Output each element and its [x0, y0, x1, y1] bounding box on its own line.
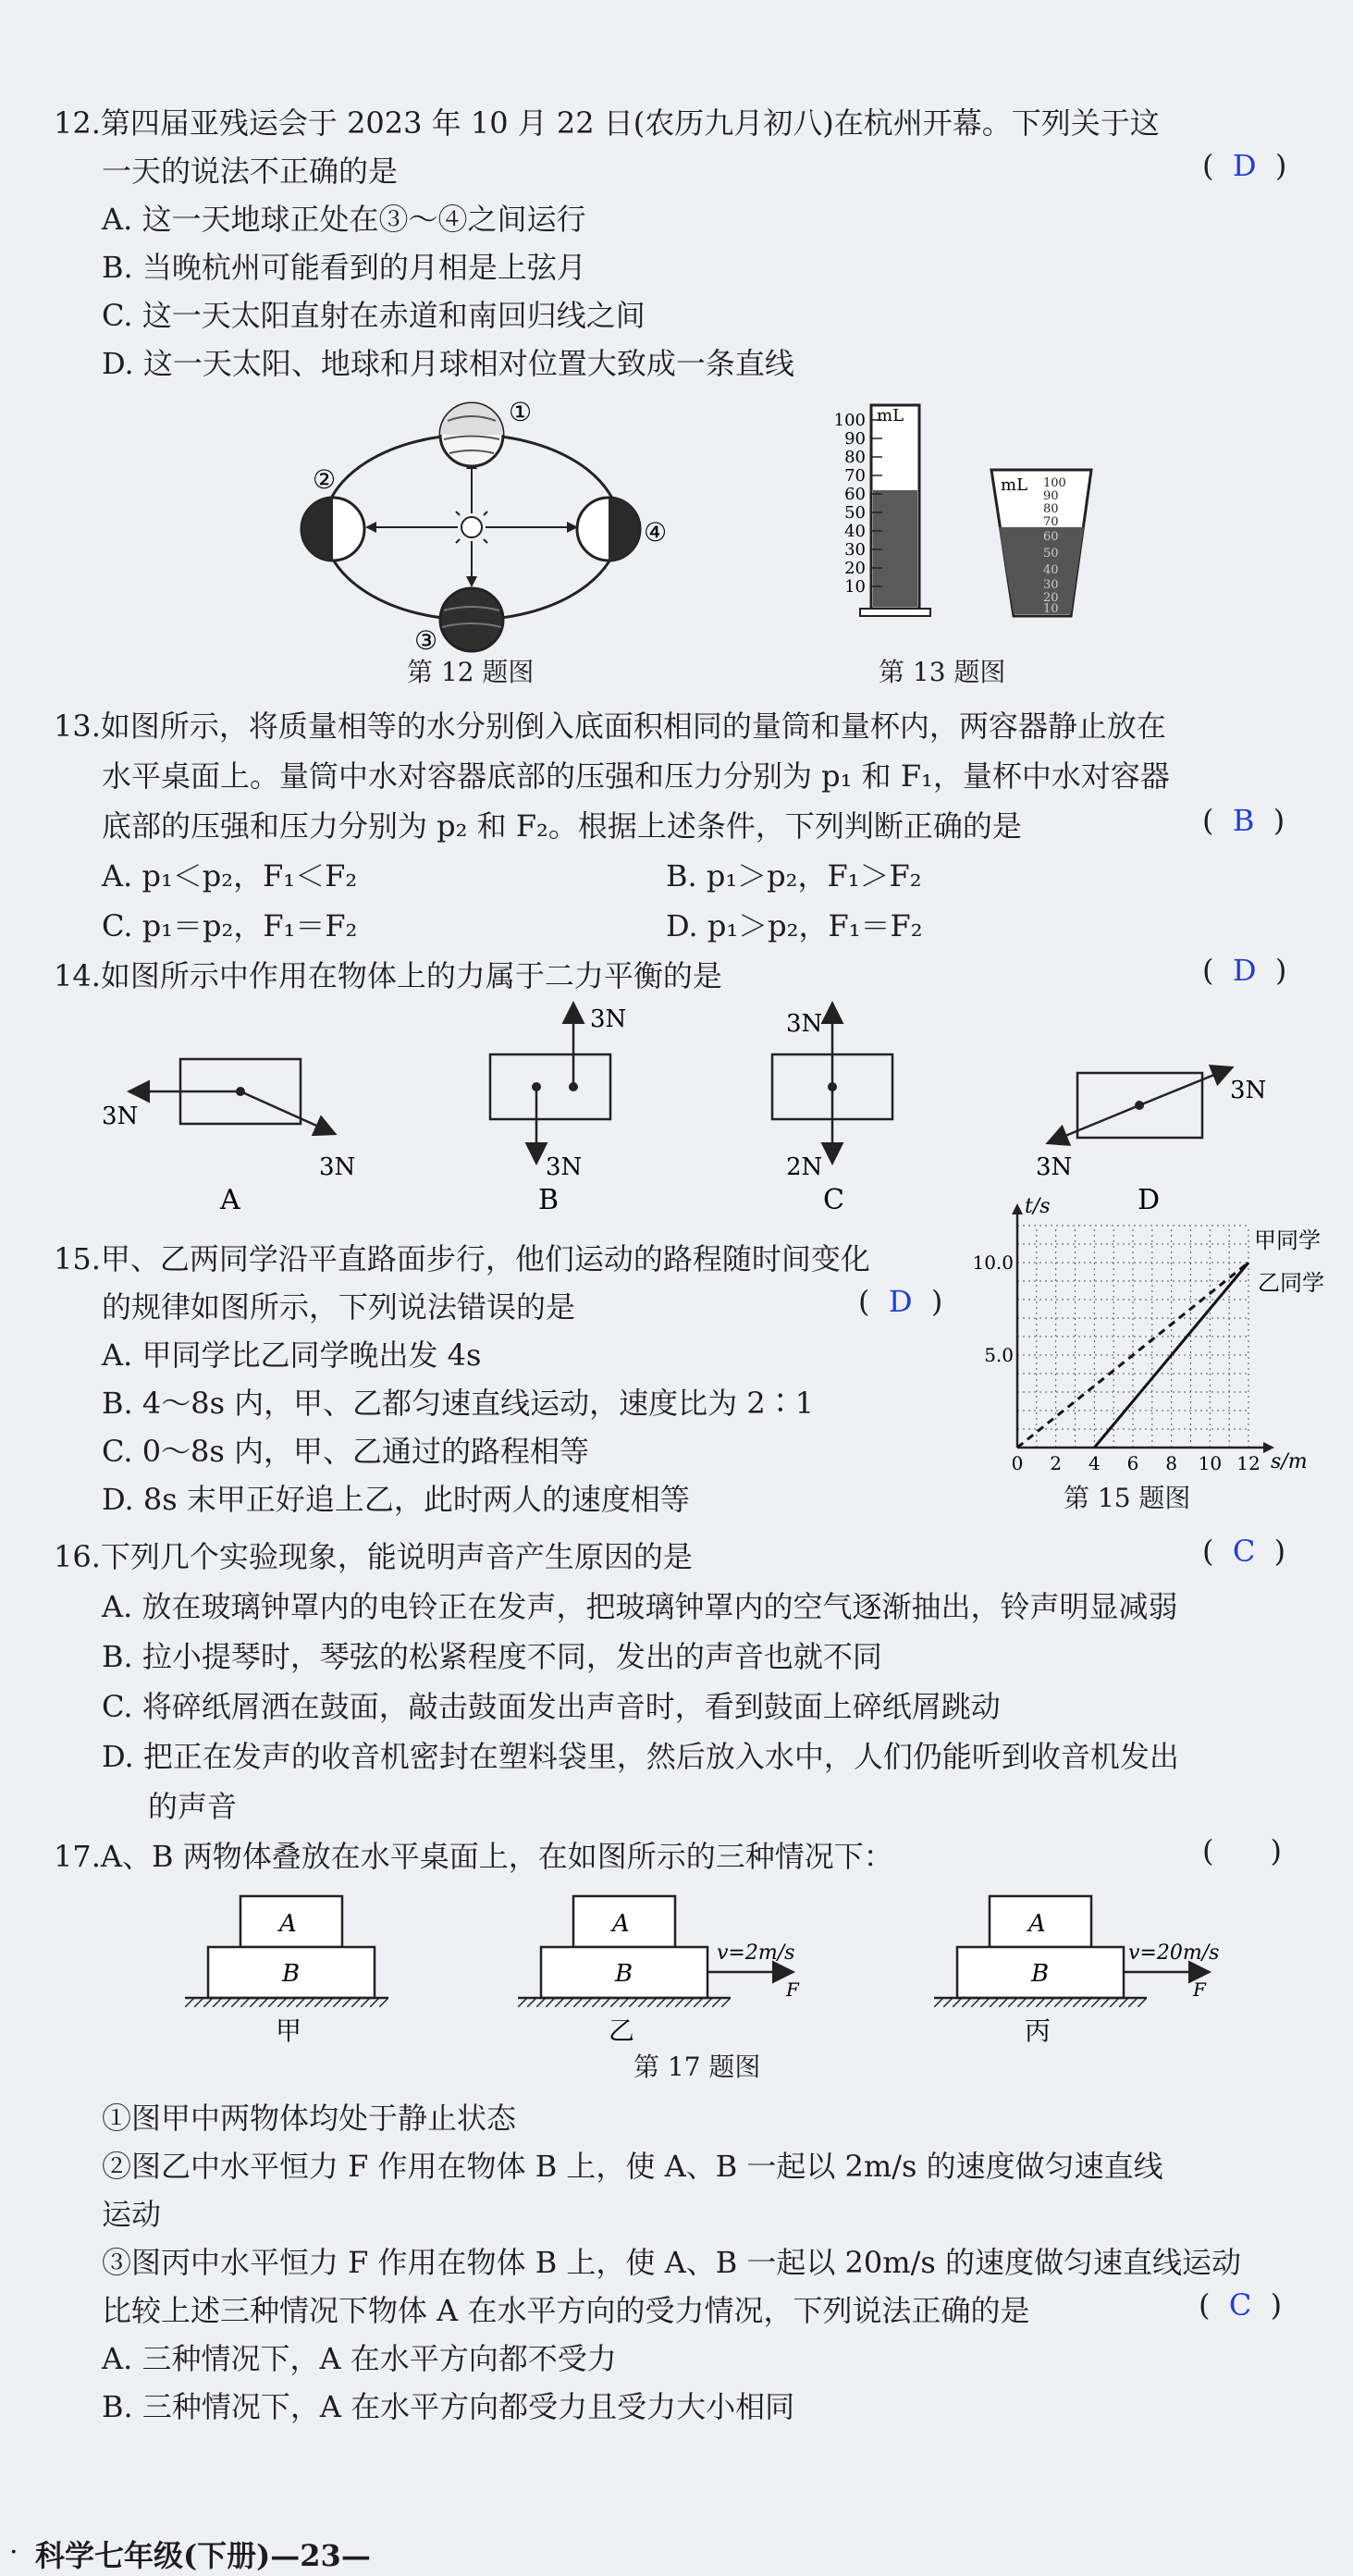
q14-stem: 14.如图所示中作用在物体上的力属于二力平衡的是	[54, 958, 722, 993]
cup-unit: mL	[1001, 475, 1028, 495]
q12-stem-line2: 一天的说法不正确的是	[102, 154, 399, 189]
svg-text:A: A	[1028, 1910, 1046, 1938]
x-tick-label: 0	[1011, 1452, 1024, 1474]
chart-y-label: t/s	[1025, 1195, 1051, 1218]
fig-label-a: A	[220, 1184, 240, 1216]
fig-label-b: B	[538, 1184, 560, 1216]
cup-tick: 90	[1043, 489, 1059, 503]
footer-dot: ·	[9, 2536, 18, 2569]
cylinder-water	[873, 490, 917, 607]
q15-answer: ( D )	[858, 1284, 943, 1319]
cylinder-unit: mL	[877, 406, 904, 425]
cylinder-tick: 20	[844, 559, 866, 578]
x-tick-label: 12	[1236, 1452, 1261, 1474]
cylinder-tick: 60	[844, 485, 866, 504]
y-tick-label: 5.0	[984, 1344, 1014, 1366]
cylinder-tick: 10	[844, 577, 866, 597]
q13-stem-line1: 13.如图所示，将质量相等的水分别倒入底面积相同的量筒和量杯内，两容器静止放在	[54, 709, 1166, 744]
orbit-label-2: ②	[313, 464, 337, 495]
q13-answer: ( B )	[1202, 803, 1285, 838]
q17-statement-1: ①图甲中两物体均处于静止状态	[102, 2101, 517, 2136]
q12-caption: 第 12 题图	[407, 657, 535, 687]
q16-option-c: C. 将碎纸屑洒在鼓面，敲击鼓面发出声音时，看到鼓面上碎纸屑跳动	[102, 1689, 1001, 1724]
force-a-left: 3N	[102, 1103, 139, 1130]
q12-option-b: B. 当晚杭州可能看到的月相是上弦月	[102, 250, 586, 285]
x-tick-label: 6	[1126, 1452, 1139, 1474]
q15-option-b: B. 4～8s 内，甲、乙都匀速直线运动，速度比为 2∶1	[102, 1386, 815, 1421]
orbit-label-4: ④	[644, 517, 668, 548]
q17-blank: ( )	[1202, 1833, 1282, 1868]
q13-answer-letter: B	[1232, 803, 1255, 838]
x-tick-label: 2	[1050, 1452, 1063, 1474]
cup-tick: 10	[1043, 602, 1059, 616]
velocity-bing: v=20m/s	[1128, 1941, 1220, 1965]
velocity-yi: v=2m/s	[717, 1941, 795, 1965]
cup-tick: 40	[1043, 563, 1059, 577]
fig-label-c: C	[823, 1184, 844, 1216]
force-diagram-b	[490, 1005, 626, 1216]
cylinder-tick: 100	[833, 411, 866, 430]
force-diagram-a	[102, 1059, 355, 1216]
cup-tick: 50	[1043, 547, 1059, 561]
q12-option-c: C. 这一天太阳直射在赤道和南回归线之间	[102, 298, 646, 333]
force-b-down: 3N	[546, 1153, 583, 1181]
force-d-right: 3N	[1230, 1077, 1267, 1104]
cylinder-tick: 70	[844, 466, 866, 486]
legend-jia: 甲同学	[1254, 1227, 1321, 1253]
cup-tick: 20	[1043, 591, 1059, 605]
svg-text:B: B	[1031, 1960, 1050, 1988]
q17-caption: 第 17 题图	[633, 2052, 761, 2082]
svg-text:A: A	[612, 1910, 630, 1938]
q16-option-a: A. 放在玻璃钟罩内的电铃正在发声，把玻璃钟罩内的空气逐渐抽出，铃声明显减弱	[102, 1589, 1178, 1624]
q17-answer-letter: C	[1228, 2287, 1252, 2323]
force-d-left: 3N	[1036, 1153, 1073, 1181]
fig-label-d: D	[1138, 1184, 1161, 1216]
q13-caption: 第 13 题图	[879, 657, 1006, 687]
cup-water	[999, 527, 1084, 614]
q16-answer-letter: C	[1232, 1534, 1256, 1569]
q16-option-d-cont: 的声音	[148, 1789, 238, 1824]
x-tick-label: 10	[1198, 1452, 1223, 1474]
force-b-up: 3N	[590, 1005, 627, 1033]
force-c-down: 2N	[786, 1153, 823, 1181]
x-tick-label: 8	[1165, 1452, 1178, 1474]
q15-answer-letter: D	[888, 1284, 913, 1319]
x-tick-label: 4	[1088, 1452, 1101, 1474]
force-c-up: 3N	[786, 1010, 823, 1038]
q17-option-b: B. 三种情况下，A 在水平方向都受力且受力大小相同	[102, 2389, 795, 2424]
q16-stem: 16.下列几个实验现象，能说明声音产生原因的是	[54, 1539, 693, 1574]
q14-answer: ( D )	[1202, 953, 1287, 988]
cup-tick: 100	[1043, 476, 1066, 490]
q12-answer: ( D )	[1202, 148, 1287, 183]
q17-statement-2: ②图乙中水平恒力 F 作用在物体 B 上，使 A、B 一起以 2m/s 的速度做匀速直线	[102, 2149, 1163, 2184]
q14-answer-letter: D	[1232, 953, 1257, 988]
setup-jia	[185, 1896, 388, 2046]
orbit-label-1: ①	[509, 397, 533, 427]
cup-tick: 70	[1043, 515, 1059, 529]
setup-yi	[518, 1896, 800, 2046]
svg-text:F: F	[786, 1978, 799, 2001]
q15-stem-line2: 的规律如图所示，下列说法错误的是	[102, 1289, 576, 1325]
chart-x-label: s/m	[1271, 1450, 1308, 1473]
q16-option-b: B. 拉小提琴时，琴弦的松紧程度不同，发出的声音也就不同	[102, 1639, 882, 1674]
cylinder-tick: 80	[844, 448, 866, 467]
label-yi: 乙	[609, 2015, 635, 2046]
cup-tick: 80	[1043, 502, 1059, 516]
earth-icon-3	[440, 588, 503, 651]
q14-forces-figure	[83, 994, 1304, 1216]
setup-bing	[934, 1896, 1219, 2046]
page-footer: 科学七年级(下册)—23—	[35, 2538, 371, 2573]
cup-tick: 30	[1043, 578, 1059, 592]
q15-option-a: A. 甲同学比乙同学晚出发 4s	[102, 1337, 482, 1373]
q13-stem-line2: 水平桌面上。量筒中水对容器底部的压强和压力分别为 p₁ 和 F₁，量杯中水对容器	[102, 758, 1170, 794]
legend-yi: 乙同学	[1258, 1270, 1324, 1296]
svg-text:F: F	[1193, 1978, 1206, 2001]
orbit-label-3: ③	[414, 625, 438, 656]
earth-icon-2	[301, 498, 364, 561]
q12-answer-letter: D	[1232, 148, 1257, 183]
q16-answer: ( C )	[1202, 1534, 1286, 1569]
q17-blocks-figure	[176, 1878, 1248, 2044]
q12-option-a: A. 这一天地球正处在③～④之间运行	[102, 202, 586, 237]
q15-stem-line1: 15.甲、乙两同学沿平直路面步行，他们运动的路程随时间变化	[54, 1241, 870, 1276]
q13-containers-figure	[823, 398, 1156, 629]
q15-chart	[972, 1195, 1332, 1475]
svg-text:B: B	[615, 1960, 633, 1988]
q15-option-d: D. 8s 末甲正好追上乙，此时两人的速度相等	[102, 1482, 690, 1517]
q12-orbit-figure	[277, 388, 703, 656]
q12-option-d: D. 这一天太阳、地球和月球相对位置大致成一条直线	[102, 346, 794, 381]
y-tick-label: 10.0	[972, 1251, 1014, 1274]
q13-option-d: D. p₁＞p₂，F₁＝F₂	[666, 908, 923, 943]
q17-option-a: A. 三种情况下，A 在水平方向都不受力	[102, 2341, 617, 2376]
q15-option-c: C. 0～8s 内，甲、乙通过的路程相等	[102, 1434, 590, 1469]
label-bing: 丙	[1025, 2015, 1052, 2046]
cylinder-tick: 40	[844, 522, 866, 541]
force-diagram-d	[1036, 1068, 1266, 1216]
force-a-right: 3N	[319, 1153, 356, 1181]
q17-answer: ( C )	[1199, 2287, 1283, 2323]
q17-stem: 17.A、B 两物体叠放在水平桌面上，在如图所示的三种情况下：	[54, 1839, 893, 1874]
q13-option-a: A. p₁＜p₂，F₁＜F₂	[102, 858, 358, 894]
cylinder-tick: 50	[844, 503, 866, 523]
q17-statement-2-cont: 运动	[102, 2197, 162, 2232]
q17-statement-3: ③图丙中水平恒力 F 作用在物体 B 上，使 A、B 一起以 20m/s 的速度做匀速直线运动	[102, 2245, 1241, 2280]
svg-text:B: B	[282, 1960, 301, 1988]
label-jia: 甲	[276, 2015, 302, 2046]
q16-option-d: D. 把正在发声的收音机密封在塑料袋里，然后放入水中，人们仍能听到收音机发出	[102, 1739, 1179, 1774]
q13-option-b: B. p₁＞p₂，F₁＞F₂	[666, 858, 922, 894]
q15-caption: 第 15 题图	[1064, 1483, 1191, 1513]
force-diagram-c	[772, 1005, 892, 1216]
cylinder-tick: 90	[844, 429, 866, 449]
cylinder-base	[860, 609, 930, 616]
q12-stem-line1: 12.第四届亚残运会于 2023 年 10 月 22 日(农历九月初八)在杭州开幕。下列关于这	[54, 105, 1160, 141]
earth-icon-1	[440, 403, 503, 466]
chart-grid	[1017, 1226, 1248, 1448]
cup-tick: 60	[1043, 530, 1059, 544]
q13-stem-line3: 底部的压强和压力分别为 p₂ 和 F₂。根据上述条件，下列判断正确的是	[102, 808, 1022, 844]
earth-icon-4	[577, 498, 640, 561]
svg-text:A: A	[279, 1910, 297, 1938]
q13-option-c: C. p₁＝p₂，F₁＝F₂	[102, 908, 358, 943]
cylinder-tick: 30	[844, 540, 866, 560]
q17-statement-4: 比较上述三种情况下物体 A 在水平方向的受力情况，下列说法正确的是	[102, 2293, 1030, 2328]
